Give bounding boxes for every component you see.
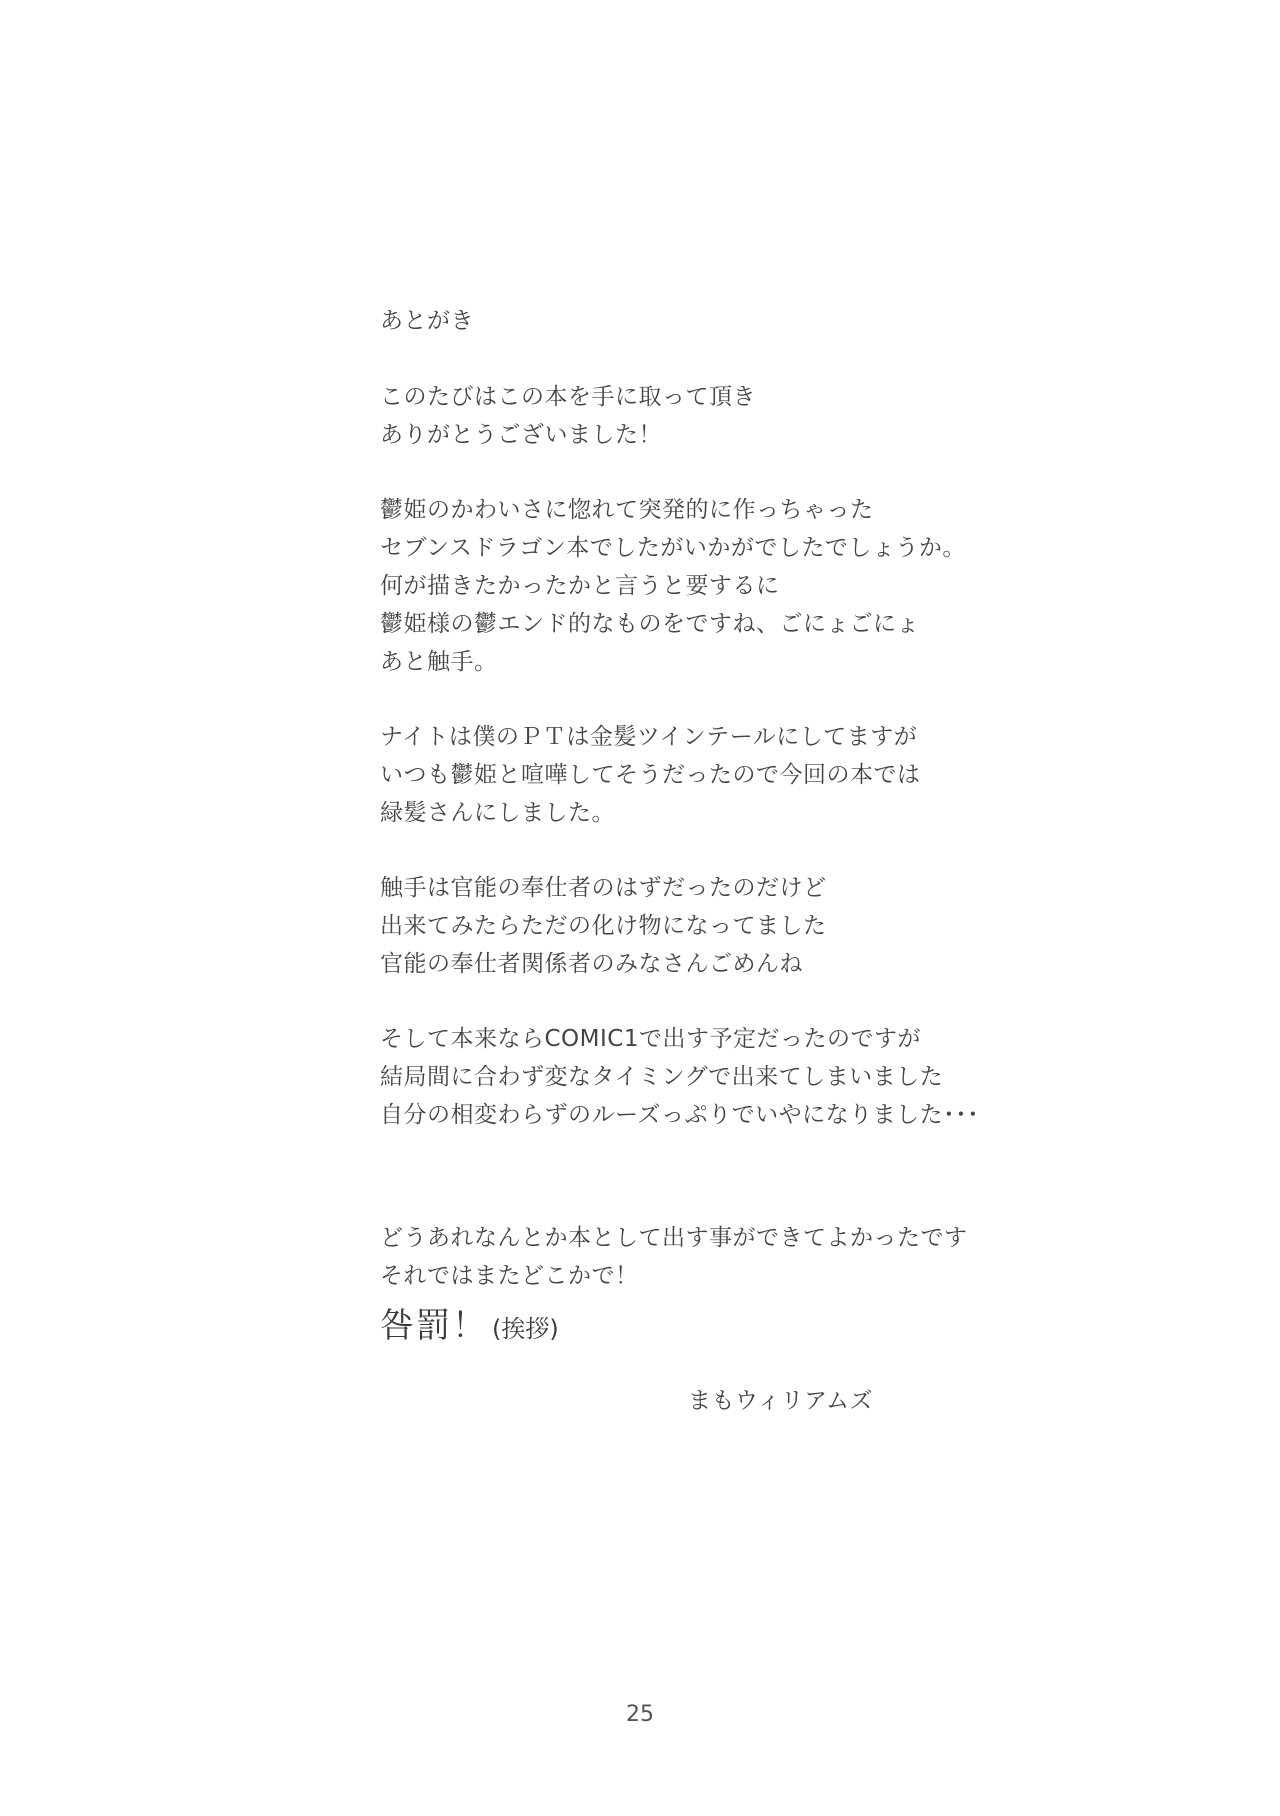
text-line: 自分の相変わらずのルーズっぷりでいやになりました･･･ (380, 1102, 980, 1128)
text-line: 何が描きたかったかと言うと要するに (380, 573, 780, 599)
text-line: それではまたどこかで！ (380, 1263, 639, 1289)
text-line: 出来てみたらただの化け物になってました (380, 913, 827, 939)
paragraph-schedule (380, 1020, 979, 1134)
text-line: 触手は官能の奉仕者のはずだったのだけど (380, 875, 827, 901)
text-line: 緑髪さんにしました。 (380, 800, 615, 826)
paragraph-thanks (380, 378, 756, 454)
paragraph-motivation (380, 491, 966, 681)
paragraph-farewell (380, 1219, 968, 1295)
text-line: そして本来ならCOMIC1で出す予定だったのですが (380, 1026, 921, 1052)
text-line: 結局間に合わず変なタイミングで出来てしまいました (380, 1064, 944, 1090)
text-line: いつも鬱姫と喧嘩してそうだったので今回の本では (380, 762, 921, 788)
author-signature: まもウィリアムズ (688, 1388, 874, 1414)
page-number: 25 (626, 1702, 654, 1727)
text-line: 鬱姫のかわいさに惚れて突発的に作っちゃった (380, 497, 874, 523)
afterword-title (380, 302, 474, 340)
text-line: このたびはこの本を手に取って頂き (380, 384, 756, 410)
title-text: あとがき (380, 308, 474, 334)
closing-exclamation: 咎罰！ (380, 1306, 488, 1346)
text-line: ナイトは僕のＰＴは金髪ツインテールにしてますが (380, 724, 918, 750)
closing-greeting (380, 1298, 559, 1347)
text-line: セブンスドラゴン本でしたがいかがでしたでしょうか。 (380, 535, 966, 561)
text-line: 官能の奉仕者関係者のみなさんごめんね (380, 951, 803, 977)
paragraph-tentacles (380, 869, 827, 983)
text-line: ありがとうございました！ (380, 422, 662, 448)
text-line: どうあれなんとか本として出す事ができてよかったです (380, 1225, 968, 1251)
closing-note: (挨拶) (492, 1315, 559, 1343)
text-line: あと触手。 (380, 649, 498, 675)
text-line: 鬱姫様の鬱エンド的なものをですね、ごにょごにょ (380, 611, 920, 637)
paragraph-knight (380, 718, 921, 832)
